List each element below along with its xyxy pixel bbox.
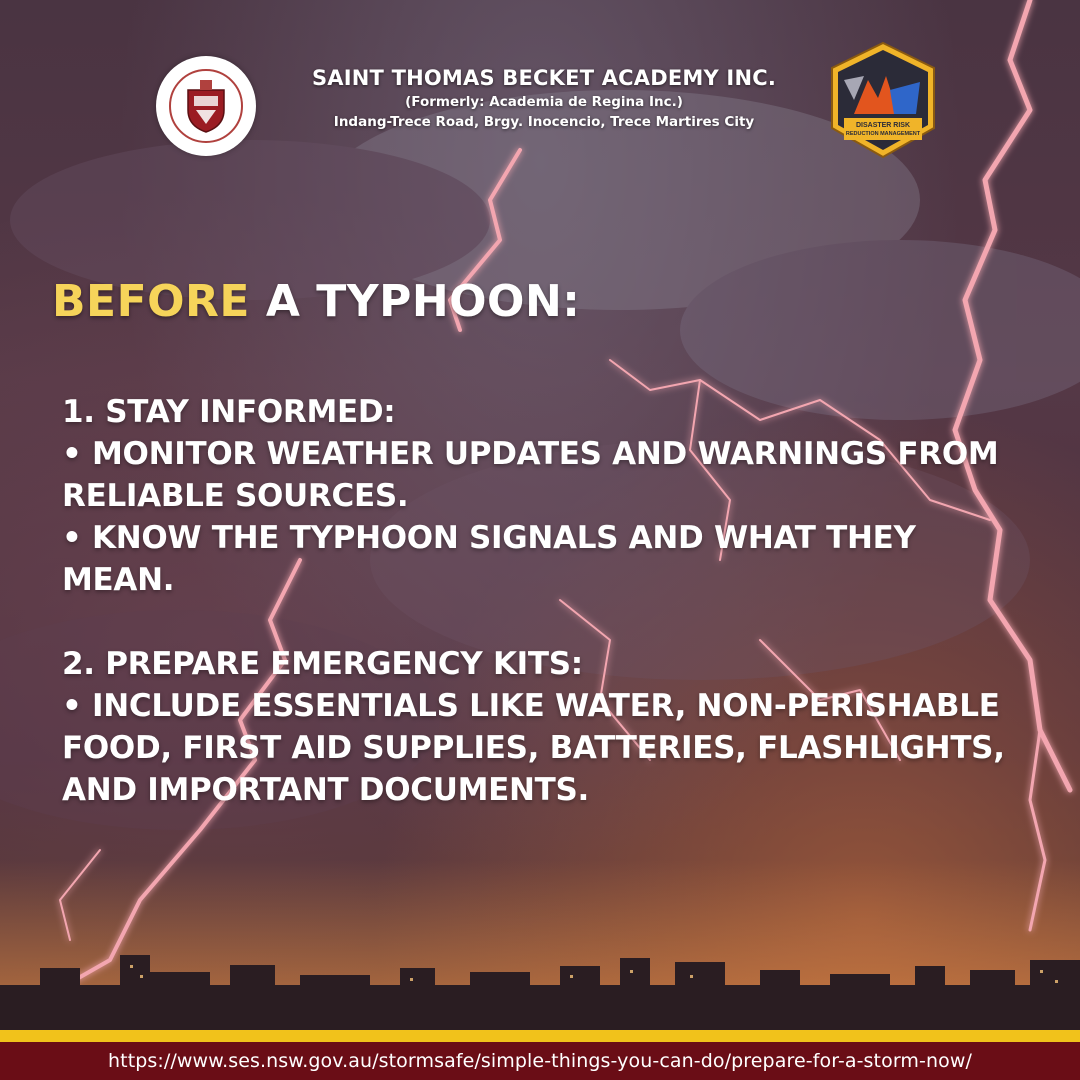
tips-content [62, 391, 1032, 853]
header [0, 40, 1080, 170]
bullet-item: • KNOW THE TYPHOON SIGNALS AND WHAT THEY MEAN. [62, 520, 916, 598]
school-former-name: (Formerly: Academia de Regina Inc.) [405, 94, 683, 110]
title-highlight: BEFORE [52, 276, 250, 327]
tip-section [62, 391, 1032, 601]
gold-divider [0, 1030, 1080, 1042]
school-seal-icon [156, 56, 256, 156]
footer [0, 1042, 1080, 1080]
tip-section [62, 643, 1032, 811]
section-heading: 1. STAY INFORMED: [62, 394, 396, 430]
bullet-item: • INCLUDE ESSENTIALS LIKE WATER, NON-PERISHABLE FOOD, FIRST AID SUPPLIES, BATTERIES, FLASHLIGHTS, AND IMPORTANT DOCUMENTS. [62, 688, 1005, 808]
bullet-item: • MONITOR WEATHER UPDATES AND WARNINGS FROM RELIABLE SOURCES. [62, 436, 999, 514]
badge-year: 2024 [876, 140, 890, 146]
section-heading: 2. PREPARE EMERGENCY KITS: [62, 646, 583, 682]
title-rest: A TYPHOON: [250, 276, 581, 327]
badge-line1: DISASTER RISK [855, 122, 911, 129]
school-address: Indang-Trece Road, Brgy. Inocencio, Trece Martires City [333, 114, 755, 130]
school-info [266, 64, 822, 132]
drrm-badge-icon [824, 40, 942, 160]
source-link[interactable]: https://www.ses.nsw.gov.au/stormsafe/simple-things-you-can-do/prepare-for-a-storm-now/ [108, 1050, 972, 1072]
badge-line2: REDUCTION MANAGEMENT [845, 131, 921, 137]
school-name: SAINT THOMAS BECKET ACADEMY INC. [311, 66, 777, 90]
page-title [52, 276, 580, 327]
